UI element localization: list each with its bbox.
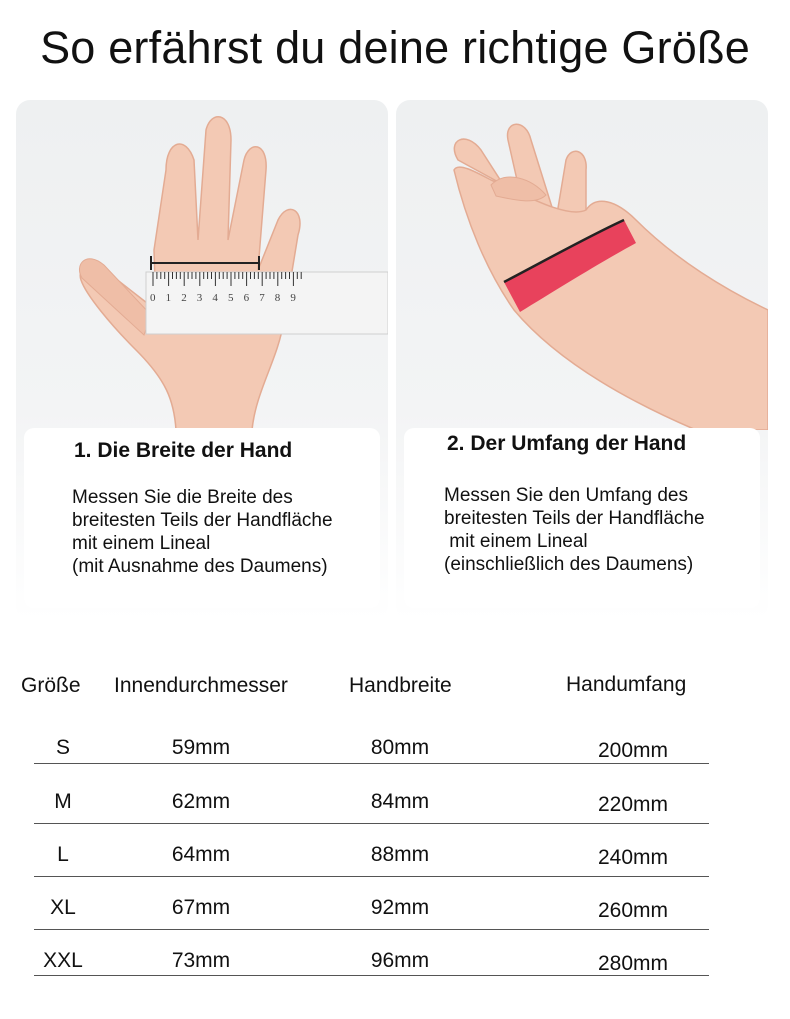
hand-width-cell: 96mm [370, 949, 430, 972]
size-cell: XXL [43, 949, 83, 972]
ruler-number: 4 [212, 292, 218, 304]
row-divider [34, 929, 709, 930]
ruler-number: 0 [150, 292, 156, 304]
header-inner-diameter: Innendurchmesser [114, 674, 288, 697]
hand-width-cell: 84mm [370, 790, 430, 813]
hand-circumference-panel [396, 100, 768, 620]
ruler-number: 5 [228, 292, 234, 304]
hand-width-cell: 88mm [370, 843, 430, 866]
inner-diameter-cell: 64mm [171, 843, 231, 866]
ruler-number: 7 [259, 292, 265, 304]
hand-circumference-cell: 260mm [597, 899, 669, 922]
size-cell: S [55, 736, 70, 759]
inner-diameter-cell: 73mm [171, 949, 231, 972]
hand-circumference-heading: 2. Der Umfang der Hand [447, 432, 687, 455]
hand-circumference-cell: 240mm [597, 846, 669, 869]
header-hand-circumference: Handumfang [566, 673, 687, 696]
inner-diameter-cell: 59mm [171, 736, 231, 759]
ruler-number: 3 [196, 292, 203, 304]
hand-width-cell: 80mm [370, 736, 430, 759]
hand-circumference-cell: 220mm [597, 793, 669, 816]
hand-width-desc-line: (mit Ausnahme des Daumens) [72, 556, 328, 577]
ruler-number: 1 [165, 292, 172, 304]
hand-circumference-description [444, 484, 705, 576]
ruler-number: 2 [181, 292, 187, 304]
hand-circumference-desc-line: Messen Sie den Umfang des [444, 485, 688, 506]
hand-circumference-desc-line: breitesten Teils der Handfläche [444, 508, 705, 529]
ruler-number: 9 [290, 292, 296, 304]
header-size: Größe [21, 674, 81, 697]
hand-circumference-illustration [396, 100, 768, 430]
hand-circumference-desc-line: (einschließlich des Daumens) [444, 554, 694, 575]
ruler-number: 6 [243, 292, 250, 304]
hand-width-desc-line: Messen Sie die Breite des [72, 487, 293, 508]
hand-width-desc-line: breitesten Teils der Handfläche [72, 510, 333, 531]
ruler-number: 8 [274, 292, 281, 304]
inner-diameter-cell: 62mm [171, 790, 231, 813]
hand-width-panel [16, 100, 388, 620]
size-cell: L [57, 843, 69, 866]
hand-circumference-cell: 200mm [597, 739, 669, 762]
row-divider [34, 876, 709, 877]
page-title: So erfährst du deine richtige Größe [40, 22, 750, 73]
inner-diameter-cell: 67mm [171, 896, 231, 919]
hand-width-cell: 92mm [370, 896, 430, 919]
hand-width-heading: 1. Die Breite der Hand [74, 439, 293, 462]
row-divider [34, 763, 709, 764]
hand-shape [454, 167, 768, 430]
size-cell: XL [50, 896, 76, 919]
row-divider [34, 975, 709, 976]
header-hand-width: Handbreite [349, 674, 452, 697]
size-cell: M [54, 790, 72, 813]
hand-width-desc-line: mit einem Lineal [72, 533, 211, 554]
hand-width-description [72, 486, 333, 578]
hand-width-illustration [16, 100, 388, 430]
row-divider [34, 823, 709, 824]
hand-circumference-desc-line: mit einem Lineal [444, 531, 588, 552]
hand-circumference-cell: 280mm [597, 952, 669, 975]
